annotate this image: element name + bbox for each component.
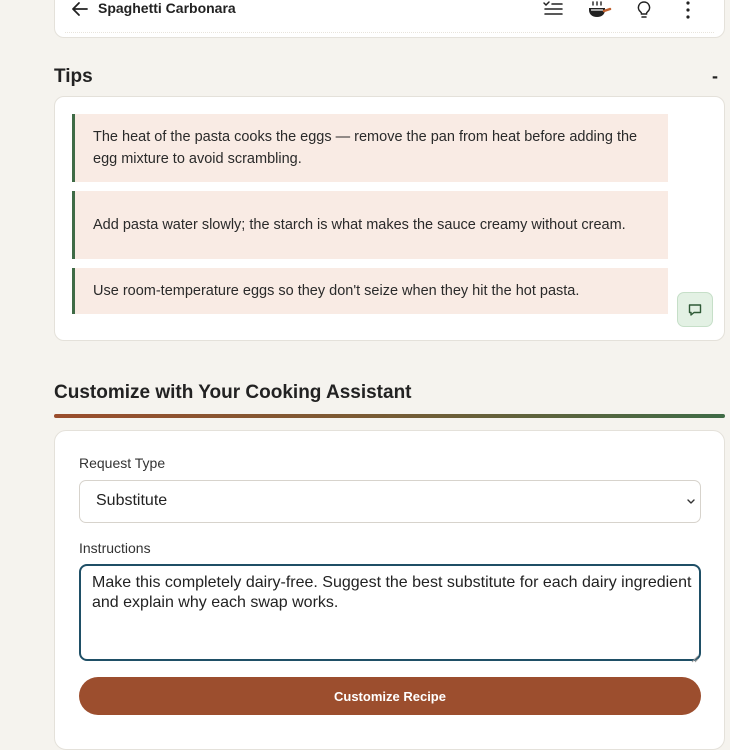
- header-divider: [65, 32, 714, 33]
- more-vertical-icon: [678, 0, 698, 20]
- tip-text: Add pasta water slowly; the starch is what makes the sauce creamy without cream.: [93, 217, 626, 233]
- back-button[interactable]: [70, 0, 90, 18]
- request-type-label: Request Type: [79, 455, 166, 471]
- more-options-button[interactable]: [678, 0, 698, 20]
- page-title: Spaghetti Carbonara: [98, 0, 236, 16]
- lightbulb-icon: [634, 0, 654, 20]
- instructions-label: Instructions: [79, 540, 151, 556]
- checklist-icon: [542, 0, 566, 20]
- customize-recipe-button[interactable]: [79, 677, 701, 715]
- assistant-heading-underline: [54, 414, 725, 418]
- resize-grip-icon: [690, 654, 699, 663]
- request-type-value: Substitute: [96, 492, 168, 509]
- textarea-resize-handle[interactable]: [690, 650, 699, 659]
- request-type-select[interactable]: [79, 480, 701, 523]
- tips-heading: Tips: [54, 66, 93, 87]
- select-arrow: [684, 494, 698, 508]
- tips-button[interactable]: [634, 0, 658, 20]
- chef-mode-button[interactable]: [586, 0, 610, 20]
- back-arrow-icon: [70, 0, 90, 18]
- comment-icon: [687, 302, 703, 318]
- tip-item: [72, 191, 668, 259]
- collapse-tips-button[interactable]: -: [712, 66, 718, 86]
- chef-pot-icon: [586, 0, 612, 22]
- instructions-text: Make this completely dairy-free. Suggest the best substitute for each dairy ingredient and explain why each swap works.: [92, 574, 692, 611]
- customize-recipe-label: Customize Recipe: [334, 688, 446, 704]
- add-comment-button[interactable]: [677, 292, 713, 327]
- assistant-heading: Customize with Your Cooking Assistant: [54, 382, 412, 403]
- tip-item: [72, 114, 668, 182]
- tip-text: Use room-temperature eggs so they don't seize when they hit the hot pasta.: [93, 283, 580, 299]
- checklist-button[interactable]: [542, 0, 566, 20]
- tip-text: The heat of the pasta cooks the eggs — remove the pan from heat before adding the egg mixture to avoid scrambling.: [93, 129, 638, 167]
- chevron-down-icon: [684, 494, 698, 508]
- tip-item: [72, 268, 668, 314]
